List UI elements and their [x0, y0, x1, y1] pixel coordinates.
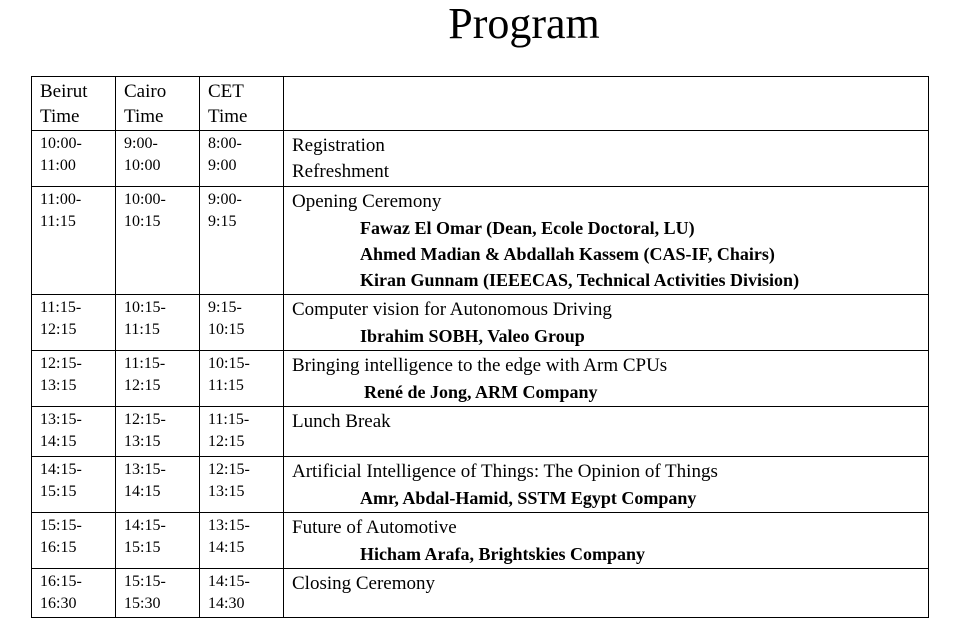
speaker-name: René de Jong, ARM Company	[364, 382, 598, 402]
table-header-row	[32, 77, 929, 131]
table-row	[32, 457, 929, 513]
table-row	[32, 187, 929, 295]
cairo-time-cell: 12:15- 13:15	[116, 407, 200, 457]
cet-time-cell: 8:00- 9:00	[200, 131, 284, 187]
page-title: Program	[448, 0, 600, 48]
table-row	[32, 513, 929, 569]
cairo-time-cell: 10:00- 10:15	[116, 187, 200, 295]
beirut-time-cell: 14:15- 15:15	[32, 457, 116, 513]
table-row	[32, 131, 929, 187]
speaker-name: Amr, Abdal-Hamid, SSTM Egypt Company	[360, 488, 697, 508]
event-cell	[284, 131, 929, 187]
cet-time-cell: 9:00- 9:15	[200, 187, 284, 295]
table-row	[32, 407, 929, 457]
cairo-time-cell: 10:15- 11:15	[116, 295, 200, 351]
speaker-name: Ibrahim SOBH, Valeo Group	[360, 326, 585, 346]
event-title: Opening Ceremony	[292, 191, 442, 212]
event-cell	[284, 295, 929, 351]
event-cell	[284, 187, 929, 295]
event-title: Closing Ceremony	[292, 573, 436, 594]
beirut-time-cell: 15:15- 16:15	[32, 513, 116, 569]
beirut-time-cell: 11:00- 11:15	[32, 187, 116, 295]
event-cell	[284, 407, 929, 457]
event-title: Lunch Break	[292, 411, 391, 432]
header-beirut-time: Beirut Time	[32, 77, 116, 131]
header-event	[284, 77, 929, 131]
table-row	[32, 569, 929, 618]
cet-time-cell: 13:15- 14:15	[200, 513, 284, 569]
event-cell	[284, 569, 929, 618]
cet-time-cell: 10:15- 11:15	[200, 351, 284, 407]
cet-time-cell: 14:15- 14:30	[200, 569, 284, 618]
beirut-time-cell: 12:15- 13:15	[32, 351, 116, 407]
cet-time-cell: 11:15- 12:15	[200, 407, 284, 457]
table-row	[32, 351, 929, 407]
event-title: Registration	[292, 135, 385, 156]
speaker-name: Hicham Arafa, Brightskies Company	[360, 544, 646, 564]
event-title: Artificial Intelligence of Things: The Opinion of Things	[292, 461, 718, 482]
event-cell	[284, 351, 929, 407]
event-cell	[284, 513, 929, 569]
program-table	[31, 76, 929, 618]
speaker-name: Kiran Gunnam (IEEECAS, Technical Activities Division)	[360, 270, 800, 290]
beirut-time-cell: 10:00- 11:00	[32, 131, 116, 187]
cairo-time-cell: 15:15- 15:30	[116, 569, 200, 618]
event-title: Future of Automotive	[292, 517, 457, 538]
event-title: Bringing intelligence to the edge with Arm CPUs	[292, 355, 668, 376]
cairo-time-cell: 9:00- 10:00	[116, 131, 200, 187]
cairo-time-cell: 13:15- 14:15	[116, 457, 200, 513]
cet-time-cell: 9:15- 10:15	[200, 295, 284, 351]
cet-time-cell: 12:15- 13:15	[200, 457, 284, 513]
header-cairo-time: Cairo Time	[116, 77, 200, 131]
header-cet-time: CET Time	[200, 77, 284, 131]
beirut-time-cell: 11:15- 12:15	[32, 295, 116, 351]
cairo-time-cell: 14:15- 15:15	[116, 513, 200, 569]
beirut-time-cell: 13:15- 14:15	[32, 407, 116, 457]
event-cell	[284, 457, 929, 513]
speaker-name: Fawaz El Omar (Dean, Ecole Doctoral, LU)	[360, 218, 695, 238]
event-title: Refreshment	[292, 161, 390, 182]
table-row	[32, 295, 929, 351]
cairo-time-cell: 11:15- 12:15	[116, 351, 200, 407]
event-title: Computer vision for Autonomous Driving	[292, 299, 612, 320]
speaker-name: Ahmed Madian & Abdallah Kassem (CAS-IF, Chairs)	[360, 244, 775, 264]
beirut-time-cell: 16:15- 16:30	[32, 569, 116, 618]
